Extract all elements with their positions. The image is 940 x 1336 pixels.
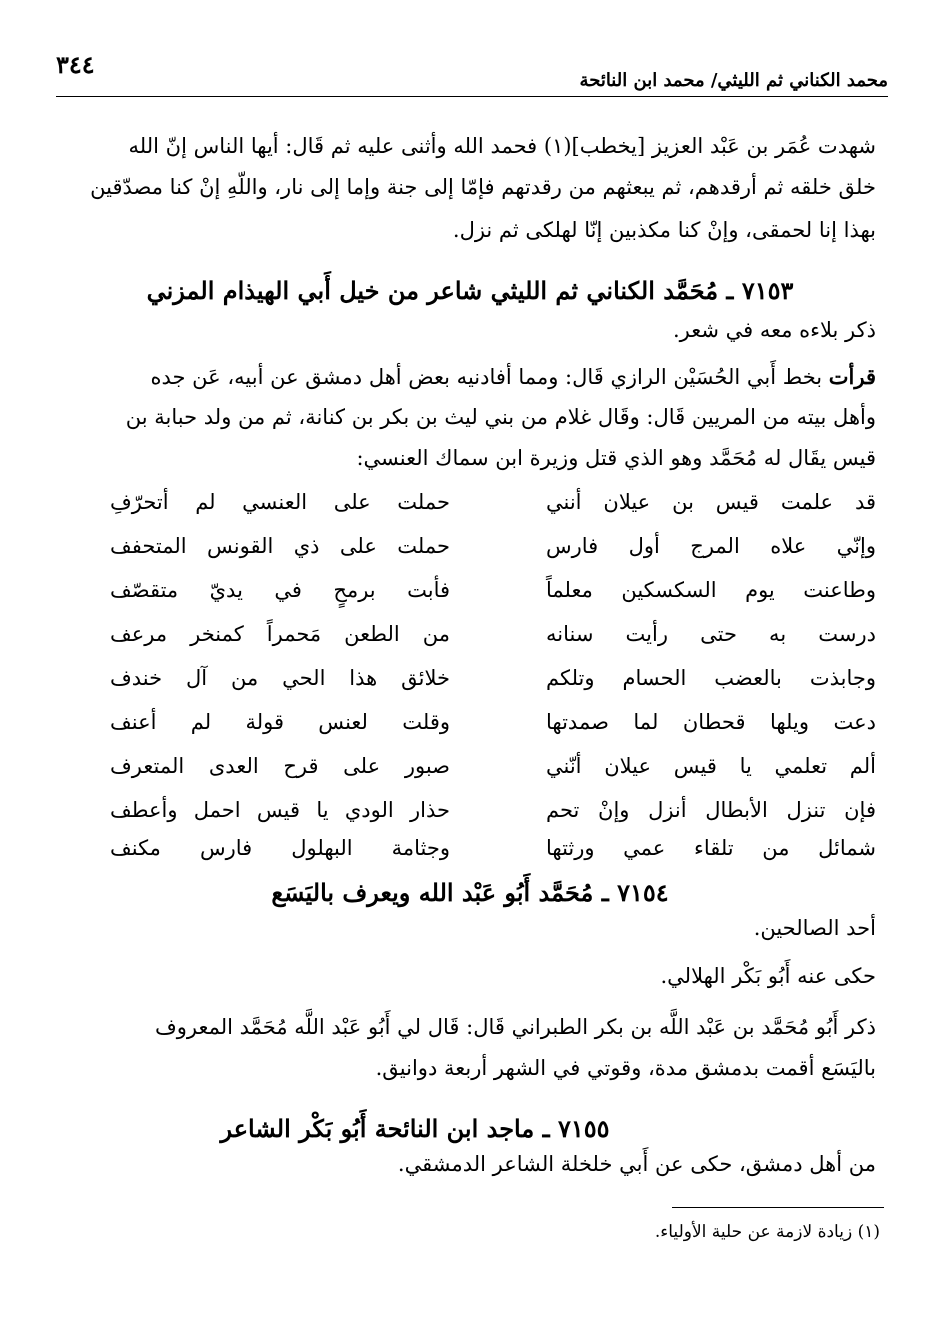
entry-7154-line-3: ذكر أَبُو مُحَمَّد بن عَبْد اللَّه بن بكر الطبراني قَال: قَال لي أَبُو عَبْد اللَّه مُحَمَّد المعروف: [154, 1015, 876, 1039]
entry-7154-line-2: حكى عنه أَبُو بَكْر الهلالي.: [660, 964, 876, 988]
verse-second-hemistich: حذار الودي يا قيس احمل وأعطف: [110, 798, 450, 822]
verse-first-hemistich: قد علمت قيس بن عيلان أنني: [546, 490, 876, 514]
verse-first-hemistich: درست به حتى رأيت سنانه: [546, 622, 876, 646]
verse-second-hemistich: فأبت برمحٍ في يديّ متقصّف: [110, 578, 450, 602]
verse-first-hemistich: ألم تعلمي يا قيس عيلان أنّني: [546, 754, 876, 778]
poem-verse: [110, 622, 876, 662]
entry-7154-line-4: باليَسَع أقمت بدمشق مدة، وقوتي في الشهر أربعة دوانيق.: [375, 1056, 876, 1080]
poem-verse: [110, 710, 876, 750]
page-header: [56, 50, 888, 96]
header-divider: [56, 96, 888, 97]
entry-7155-line-1: من أهل دمشق، حكى عن أَبي خلخلة الشاعر الدمشقي.: [397, 1152, 876, 1176]
verse-first-hemistich: شمائل من تلقاء عمي ورثتها: [546, 836, 876, 860]
poem-verse: [110, 798, 876, 838]
poem-verse: [110, 754, 876, 794]
poem-verse: [110, 534, 876, 574]
running-title: محمد الكناني ثم الليثي/ محمد ابن النائحة: [579, 70, 888, 91]
verse-first-hemistich: وطاعنت يوم السكسكين معلماً: [546, 578, 876, 602]
page-number: ٣٤٤: [56, 50, 95, 79]
entry-7153-line-1-text: بخط أَبي الحُسَيْن الرازي قَال: ومما أفادنيه بعض أهل دمشق عن أبيه، عَن جده: [150, 365, 829, 389]
entry-7153-line-1: [58, 356, 876, 398]
entry-7153-line-3: قيس يقَال له مُحَمَّد وهو الذي قتل وزيرة ابن سماك العنسي:: [356, 446, 876, 470]
entry-7153-note: ذكر بلاءه معه في شعر.: [672, 318, 876, 342]
verse-second-hemistich: خلائق هذا الحي من آل خندف: [110, 666, 450, 690]
intro-line-1: شهدت عُمَر بن عَبْد العزيز [يخطب](١) فحمد الله وأثنى عليه ثم قَال: أيها الناس إنّ الله: [128, 134, 876, 158]
intro-line-2: خلق خلقه ثم أرقدهم، ثم يبعثهم من رقدتهم فإمّا إلى جنة وإما إلى نار، واللّهِ إنْ كنا مصدّقين: [90, 175, 876, 199]
footnote: (١) زيادة لازمة عن حلية الأولياء.: [654, 1222, 880, 1242]
intro-line-3: بهذا إنا لحمقى، وإنْ كنا مكذبين إنّا لهلكى ثم نزل.: [452, 218, 876, 242]
poem-verse: [110, 666, 876, 706]
verse-first-hemistich: دعت ويلها قحطان لما صمدتها: [546, 710, 876, 734]
verse-first-hemistich: فإن تنزل الأبطال أنزل وإنْ تحم: [546, 798, 876, 822]
verse-second-hemistich: من الطعن مَحمراً كمنخر مرعف: [110, 622, 450, 646]
verse-second-hemistich: حملت على ذي القونس المتحفف: [110, 534, 450, 558]
entry-heading-7154: ٧١٥٤ ـ مُحَمَّد أَبُو عَبْد الله ويعرف باليَسَع: [271, 878, 669, 907]
entry-7154-line-1: أحد الصالحين.: [753, 916, 876, 940]
verse-first-hemistich: وجابذت بالعضب الحسام وتلكم: [546, 666, 876, 690]
footnote-divider: [672, 1207, 884, 1208]
verse-second-hemistich: حملت على العنسي لم أتحرّفِ: [110, 490, 450, 514]
verse-first-hemistich: وإنّي علاه المرج أول فارس: [546, 534, 876, 558]
entry-heading-7153: ٧١٥٣ ـ مُحَمَّد الكناني ثم الليثي شاعر من خيل أَبي الهيذام المزني: [146, 276, 794, 305]
entry-heading-7155: ٧١٥٥ ـ ماجد ابن النائحة أَبُو بَكْر الشاعر: [220, 1114, 610, 1143]
entry-7153-lead-word: قرأت: [828, 364, 876, 389]
poem-verse: [110, 490, 876, 530]
verse-second-hemistich: صبور على قرح العدى المتعرف: [110, 754, 450, 778]
entry-7153-line-2: وأهل بيته من المريين قَال: وقَال غلام من بني ليث بن بكر بن كنانة، ثم من ولد حبابة بن: [125, 405, 876, 429]
verse-second-hemistich: وجثامة البهلول فارس مكنف: [110, 836, 450, 860]
poem-verse: [110, 836, 876, 876]
poem-verse: [110, 578, 876, 618]
verse-second-hemistich: وقلت لعنس قولة لم أعنف: [110, 710, 450, 734]
